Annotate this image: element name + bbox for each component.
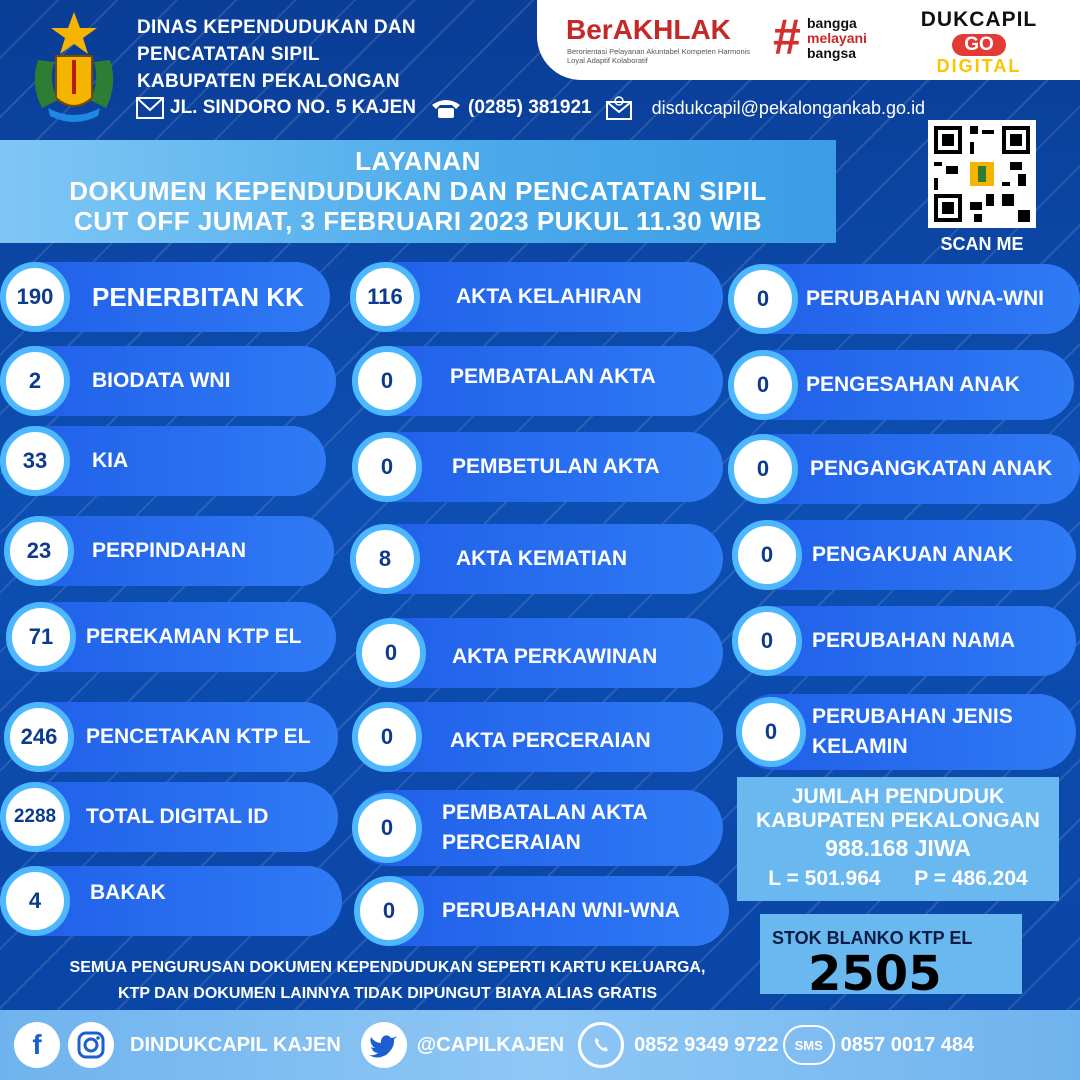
stat-perekaman-ktp-el	[6, 602, 336, 672]
email-item	[606, 96, 925, 120]
stat-akta-perkawinan	[356, 618, 723, 688]
emblem-icon	[28, 10, 120, 128]
stat-label: PERUBAHAN WNI-WNA	[442, 899, 680, 922]
agency-line-3: KABUPATEN PEKALONGAN	[137, 71, 400, 92]
stat-value: 246	[4, 702, 74, 772]
bangga-hash: #	[773, 9, 801, 65]
stok-label: STOK BLANKO KTP EL	[772, 928, 973, 948]
stat-value: 0	[352, 702, 422, 772]
stat-perubahan-nama	[732, 606, 1076, 676]
dukcapil-word: DUKCAPIL	[920, 8, 1038, 31]
stat-value: 0	[732, 606, 802, 676]
stat-value: 2288	[0, 782, 70, 852]
population-total: 988.168 JIWA	[825, 835, 971, 861]
stat-value: 0	[732, 520, 802, 590]
stat-kia	[0, 426, 326, 496]
stat-label: PERUBAHAN NAMA	[812, 629, 1015, 652]
berakhlak-tagline: Berorientasi Pelayanan Akuntabel Kompeten Harmonis Loyal Adaptif Kolaboratif	[567, 47, 751, 65]
stat-label: BIODATA WNI	[92, 369, 231, 392]
stat-total-digital-id	[0, 782, 338, 852]
whatsapp-number[interactable]: 0852 9349 9722	[634, 1033, 779, 1056]
population-box	[737, 777, 1059, 901]
email-text: disdukcapil@pekalongankab.go.id	[651, 97, 926, 118]
stat-value: 8	[350, 524, 420, 594]
stok-blanko-box	[760, 914, 1022, 1002]
stat-label: PENGAKUAN ANAK	[812, 543, 1014, 566]
stat-label-line-1: PERUBAHAN JENIS	[812, 705, 1013, 728]
whatsapp-icon[interactable]	[578, 1022, 624, 1068]
population-title-1: JUMLAH PENDUDUK	[791, 785, 1005, 808]
stat-penerbitan-kk	[0, 262, 330, 332]
title-line-1: LAYANAN	[355, 146, 481, 176]
stat-label: PENGESAHAN ANAK	[806, 373, 1020, 396]
mail-icon	[136, 97, 164, 119]
stat-pengangkatan-anak	[728, 434, 1080, 504]
population-gender	[737, 863, 1059, 895]
qr-code-icon	[934, 126, 1030, 222]
stat-akta-kematian	[350, 524, 723, 594]
population-title-2: KABUPATEN PEKALONGAN	[756, 809, 1040, 832]
twitter-handle[interactable]: @CAPILKAJEN	[416, 1033, 565, 1056]
phone-item	[430, 97, 592, 119]
title-line-3: CUT OFF JUMAT, 3 FEBRUARI 2023 PUKUL 11.30 WIB	[73, 206, 763, 236]
stat-pembetulan-akta	[352, 432, 723, 502]
bangga-word-3: bangsa	[807, 45, 857, 61]
sms-icon[interactable]: SMS	[783, 1025, 835, 1065]
stat-value: 0	[352, 432, 422, 502]
stat-label: PEREKAMAN KTP EL	[86, 625, 302, 648]
bangga-word-1: bangga	[807, 15, 857, 31]
stat-akta-kelahiran	[350, 262, 723, 332]
phone-text: (0285) 381921	[468, 97, 592, 118]
stat-value: 0	[354, 876, 424, 946]
digital-word: DIGITAL	[936, 56, 1022, 76]
stok-value: 2505	[808, 946, 942, 1002]
stat-label: PEMBETULAN AKTA	[452, 455, 660, 478]
stat-label: PERPINDAHAN	[92, 539, 247, 562]
stat-value: 0	[728, 434, 798, 504]
stat-label	[442, 790, 648, 866]
dukcapil-go-digital-logo	[904, 8, 1054, 77]
stat-label: PENERBITAN KK	[92, 282, 304, 312]
agency-line-2: PENCATATAN SIPIL	[137, 44, 320, 65]
stat-label-line-1: PEMBATALAN AKTA	[442, 801, 648, 824]
stat-label	[812, 694, 1013, 770]
address-item	[136, 97, 416, 119]
stat-value: 0	[736, 697, 806, 767]
free-service-note	[20, 955, 755, 1007]
stat-label-line-2: KELAMIN	[812, 735, 908, 758]
stat-label: AKTA PERCERAIAN	[450, 729, 651, 752]
phone-icon	[430, 97, 462, 119]
stat-label-line-2: PERCERAIAN	[442, 831, 581, 854]
stat-perubahan-wni-wna	[354, 876, 729, 946]
stat-label: KIA	[92, 449, 129, 472]
stat-akta-perceraian	[352, 702, 723, 772]
twitter-icon[interactable]	[361, 1022, 407, 1068]
stat-value: 0	[352, 793, 422, 863]
stat-value: 0	[728, 264, 798, 334]
berakhlak-logo: BerAKHLAK	[566, 14, 731, 45]
note-line-2: KTP DAN DOKUMEN LAINNYA TIDAK DIPUNGUT BIAYA ALIAS GRATIS	[118, 985, 657, 1002]
contact-row	[136, 94, 939, 122]
stat-bakak	[0, 866, 342, 936]
stat-pencetakan-ktp-el	[4, 702, 338, 772]
stat-value: 33	[0, 426, 70, 496]
note-line-1: SEMUA PENGURUSAN DOKUMEN KEPENDUDUKAN SEPERTI KARTU KELUARGA,	[69, 959, 706, 976]
title-banner	[0, 140, 836, 243]
stat-value: 0	[352, 346, 422, 416]
bangga-word-2: melayani	[807, 30, 867, 46]
stat-value: 0	[356, 618, 426, 688]
stat-pembatalan-akta	[352, 346, 723, 416]
social-account-text[interactable]: DINDUKCAPIL KAJEN	[130, 1033, 341, 1056]
stat-value: 2	[0, 346, 70, 416]
email-icon	[606, 96, 632, 120]
stat-value: 190	[0, 262, 70, 332]
stat-label: PEMBATALAN AKTA	[450, 365, 656, 388]
agency-line-1: DINAS KEPENDUDUKAN DAN	[137, 17, 416, 38]
stat-value: 23	[4, 516, 74, 586]
address-text: JL. SINDORO NO. 5 KAJEN	[170, 97, 416, 118]
sms-number[interactable]: 0857 0017 484	[840, 1033, 975, 1056]
stat-value: 116	[350, 262, 420, 332]
stat-perubahan-jenis-kelamin	[736, 694, 1076, 770]
stat-label: PERUBAHAN WNA-WNI	[806, 287, 1044, 310]
facebook-icon[interactable]: f	[14, 1022, 60, 1068]
title-line-2: DOKUMEN KEPENDUDUKAN DAN PENCATATAN SIPIL	[69, 176, 767, 206]
stat-label: AKTA KELAHIRAN	[456, 285, 642, 308]
stat-value: 4	[0, 866, 70, 936]
stat-label: AKTA PERKAWINAN	[452, 645, 658, 668]
stat-pembatalan-akta-perceraian	[352, 790, 723, 866]
population-female: P = 486.204	[914, 867, 1028, 890]
stat-biodata-wni	[0, 346, 336, 416]
stat-label: PENGANGKATAN ANAK	[810, 457, 1053, 480]
qr-code[interactable]	[928, 120, 1036, 228]
stat-value: 71	[6, 602, 76, 672]
stat-label: AKTA KEMATIAN	[456, 547, 628, 570]
population-male: L = 501.964	[768, 867, 881, 890]
stat-pengakuan-anak	[732, 520, 1076, 590]
stat-label: TOTAL DIGITAL ID	[86, 805, 269, 828]
agency-name	[137, 14, 416, 95]
stat-perpindahan	[4, 516, 334, 586]
stat-value: 0	[728, 350, 798, 420]
footer-bar	[0, 1010, 1080, 1080]
stat-label: BAKAK	[90, 881, 166, 904]
stat-label: PENCETAKAN KTP EL	[86, 725, 311, 748]
instagram-icon[interactable]	[68, 1022, 114, 1068]
go-word: GO	[952, 34, 1006, 56]
stat-perubahan-wna-wni	[728, 264, 1080, 334]
stat-pengesahan-anak	[728, 350, 1074, 420]
scan-me-label: SCAN ME	[940, 234, 1024, 254]
